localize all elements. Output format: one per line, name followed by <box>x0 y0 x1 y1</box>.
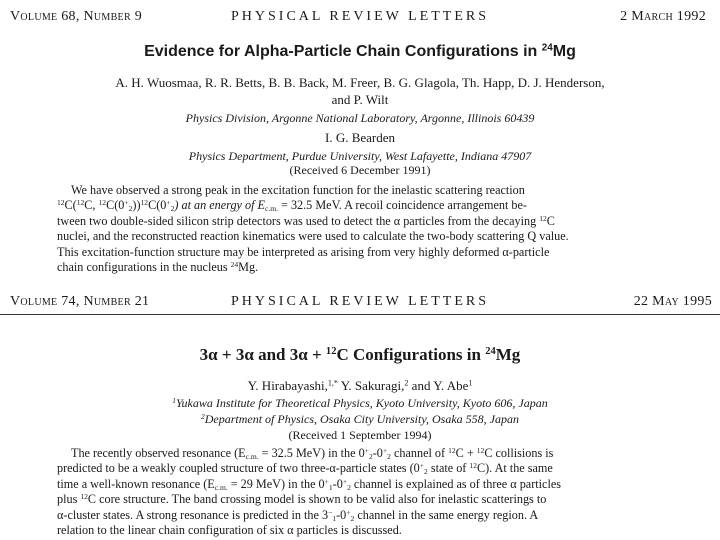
paper-title-second: 3α + 3α and 3α + $^{12}$C Configurations in $^{24}$Mg <box>199 345 521 364</box>
received-date-second: (Received 1 September 1994) <box>288 428 432 442</box>
header-rule <box>0 314 720 315</box>
journal-name: PHYSICAL REVIEW LETTERS <box>231 9 489 24</box>
issue-date-second: 22 May 1995 <box>633 294 712 309</box>
volume-label-second: Volume 74, Number 21 <box>10 294 150 309</box>
authors-second: Y. Hirabayashi,$^{1,*}$ Y. Sakuragi,$^2$ and Y. Abe$^1$ <box>247 378 473 393</box>
received-date: (Received 6 December 1991) <box>289 163 431 177</box>
author-second: I. G. Bearden <box>324 130 396 145</box>
abstract: We have observed a strong peak in the excitation function for the inelastic scattering reaction $^{12}$C($^{12}$C, $^{12}C(0^+_2))^{12}C(0^+_2)$ at an energy of $E_{c.m.} = 32.5$ MeV. A recoil coincidence arrangement be- tween two double-sided silicon strip detectors was used to detect the α particles from the decaying $^{12}$C nuclei, and the reconstructed reaction kinematics were used to calculate the two-body scattering Q value. This excitation-function structure may be interpreted as arising from very highly deformed α-particle chain configurations in the nucleus $^{24}$Mg. <box>57 183 569 275</box>
authors: A. H. Wuosmaa, R. R. Betts, B. B. Back, M. Freer, B. G. Glagola, Th. Happ, D. J. Henderson, <box>115 75 605 90</box>
paper-title: Evidence for Alpha-Particle Chain Configurations in $^{24}$Mg <box>144 42 576 60</box>
volume-label: Volume 68, Number 9 <box>10 9 143 24</box>
authors-cont: and P. Wilt <box>331 92 389 107</box>
affiliation-kyoto: $^1$Yukawa Institute for Theoretical Physics, Kyoto University, Kyoto 606, Japan <box>172 395 548 410</box>
journal-name-second: PHYSICAL REVIEW LETTERS <box>231 294 489 309</box>
abstract-second: The recently observed resonance ($E_{c.m.} = 32.5$ MeV) in the $0^+_2-0^+_2$ channel of $^{12}$C + $^{12}$C collisions is predicted to be a weakly coupled structure of two three-α-particle states ($0^+_2$ state of $^{12}$C). At the same time a well-known resonance ($E_{c.m.} = 29$ MeV) in the $0^+_1-0^+_2$ channel is explained as of three α particles plus $^{12}$C core structure. The band crossing model is shown to be valid also for inelastic scatterings to α-cluster states. A strong resonance is predicted in the $3^-_1-0^+_2$ channel in the same energy region. A relation to the linear chain configuration of six α particles is discussed. <box>57 445 561 538</box>
affiliation: Physics Division, Argonne National Laboratory, Argonne, Illinois 60439 <box>185 111 535 125</box>
affiliation-osaka: $^2$Department of Physics, Osaka City University, Osaka 558, Japan <box>200 411 519 426</box>
affiliation-second: Physics Department, Purdue University, West Lafayette, Indiana 47907 <box>188 149 532 163</box>
issue-date: 2 March 1992 <box>620 9 706 24</box>
